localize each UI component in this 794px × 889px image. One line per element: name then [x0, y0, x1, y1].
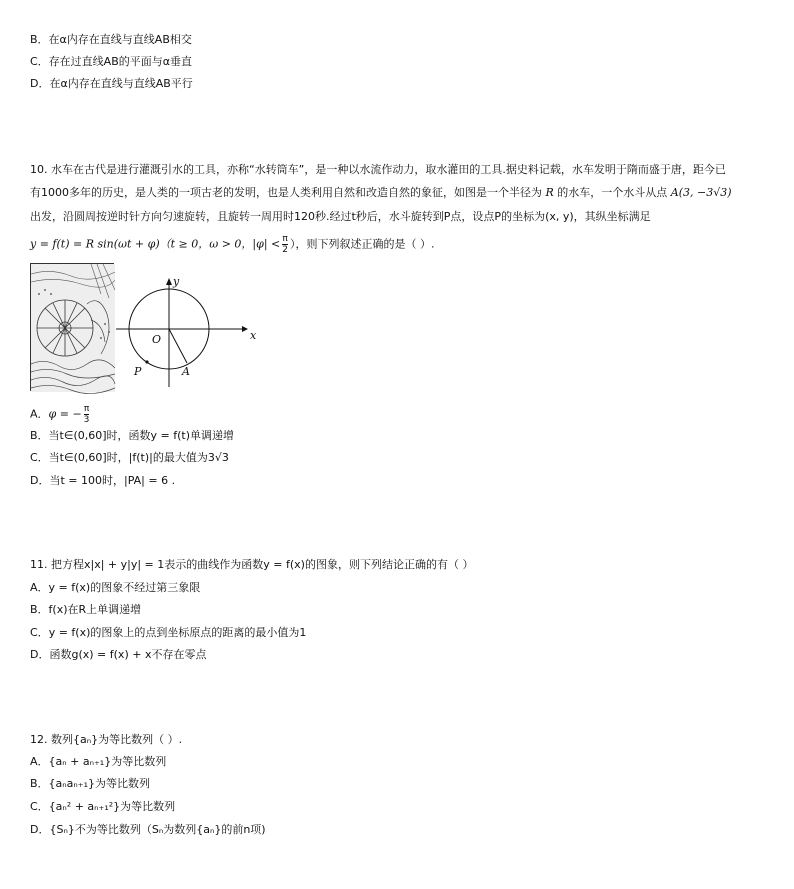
- option-text: y = f(x)的图象上的点到坐标原点的距离的最小值为1: [48, 626, 307, 639]
- option-letter: D．: [30, 77, 50, 90]
- option-text: {aₙaₙ₊₁}为等比数列: [48, 777, 151, 790]
- option-letter: B．: [30, 777, 49, 790]
- stem-text: 有1000多年的历史，是人类的一项古老的发明，也是人类利用自然和改造自然的象征，如图是一个半径为: [30, 186, 542, 199]
- option-text: 在α内存在直线与直线AB相交: [48, 33, 192, 46]
- option-letter: A．: [30, 581, 49, 594]
- q10-formula: [30, 234, 435, 255]
- water-wheel-illustration: [30, 263, 114, 391]
- option-text: f(x)在R上单调递增: [48, 603, 142, 616]
- x-axis-label: x: [250, 329, 257, 342]
- q11-option-d: [30, 648, 206, 662]
- q10-option-c: [30, 451, 229, 465]
- q11-option-c: [30, 626, 306, 640]
- option-text: 存在过直线AB的平面与α垂直: [48, 55, 193, 68]
- q11-option-a: [30, 581, 200, 595]
- q10-stem-line3: 出发，沿圆周按逆时针方向匀速旋转，且旋转一周用时120秒.经过t秒后，水斗旋转到P点，设点P的坐标为(x, y)，其纵坐标满足: [30, 210, 651, 223]
- q12-option-c: [30, 800, 175, 814]
- option-letter: C．: [30, 55, 49, 68]
- option-letter: A．: [30, 407, 49, 421]
- q11-option-b: [30, 603, 141, 617]
- fraction-denominator: 3: [83, 415, 90, 425]
- point-p-label: P: [134, 365, 142, 378]
- x-axis-arrow: [242, 326, 248, 332]
- fraction-numerator: π: [83, 404, 90, 414]
- formula-tail: ），则下列叙述正确的是（ ）.: [290, 237, 435, 251]
- y-axis-arrow: [166, 278, 172, 285]
- q10-option-b: [30, 429, 234, 443]
- option-text: 当t∈(0,60]时，函数y = f(t)单调递增: [48, 429, 235, 442]
- q12-option-a: [30, 755, 166, 769]
- water-wheel-drawing: [31, 264, 115, 392]
- origin-label: O: [152, 333, 162, 346]
- q9-option-b: [30, 33, 192, 47]
- radius-symbol: R: [545, 186, 554, 199]
- q9-option-d: [30, 77, 193, 91]
- q12-option-d: [30, 823, 266, 837]
- q10-option-a: [30, 404, 91, 425]
- q11-stem: 11. 把方程x|x| + y|y| = 1表示的曲线作为函数y = f(x)的图象，则下列结论正确的有（ ）: [30, 558, 474, 571]
- q10-option-d: [30, 474, 175, 488]
- q12-option-b: [30, 777, 150, 791]
- option-text: 函数g(x) = f(x) + x不存在零点: [49, 648, 207, 661]
- option-text: 当t∈(0,60]时，|f(t)|的最大值为3√3: [48, 451, 229, 464]
- point-a-label: A: [182, 365, 190, 378]
- option-text: {Sₙ}不为等比数列（Sₙ为数列{aₙ}的前n项): [49, 823, 266, 836]
- point-p: [145, 360, 148, 363]
- option-text: 当t = 100时，|PA| = 6 .: [49, 474, 176, 487]
- option-text: {aₙ² + aₙ₊₁²}为等比数列: [48, 800, 176, 813]
- radius-oa: [169, 329, 187, 363]
- option-letter: D．: [30, 474, 50, 487]
- q10-stem-line1: 10. 水车在古代是进行灌溉引水的工具，亦称“水转筒车”，是一种以水流作动力，取水灌田的工具.据史料记载，水车发明于隋而盛于唐，距今已: [30, 163, 726, 176]
- option-letter: B．: [30, 429, 49, 442]
- option-letter: B．: [30, 603, 49, 616]
- stem-text: 的水车，一个水斗从点: [557, 186, 668, 199]
- option-letter: D．: [30, 648, 50, 661]
- pi-over-3-fraction: [84, 404, 90, 425]
- point-a-coords: A(3, −3√3): [670, 186, 732, 199]
- option-a-lhs: φ = −: [48, 407, 82, 421]
- option-letter: D．: [30, 823, 50, 836]
- q10-stem-line2: [30, 186, 732, 200]
- fraction-denominator: 2: [282, 245, 288, 255]
- option-letter: B．: [30, 33, 49, 46]
- option-text: {aₙ + aₙ₊₁}为等比数列: [48, 755, 167, 768]
- option-letter: C．: [30, 451, 49, 464]
- y-axis-label: y: [173, 275, 180, 288]
- q9-option-c: [30, 55, 192, 69]
- option-text: y = f(x)的图象不经过第三象限: [48, 581, 201, 594]
- option-letter: C．: [30, 800, 49, 813]
- unit-circle-diagram: [114, 263, 257, 391]
- option-text: 在α内存在直线与直线AB平行: [49, 77, 193, 90]
- option-letter: C．: [30, 626, 49, 639]
- q12-stem: 12. 数列{aₙ}为等比数列（ ）.: [30, 733, 183, 746]
- formula-text: y = f(t) = R sin(ωt + φ)（t ≥ 0，ω > 0，|φ| <: [30, 237, 281, 251]
- pi-over-2-fraction: [282, 234, 288, 255]
- option-letter: A．: [30, 755, 49, 768]
- fraction-numerator: π: [282, 234, 288, 244]
